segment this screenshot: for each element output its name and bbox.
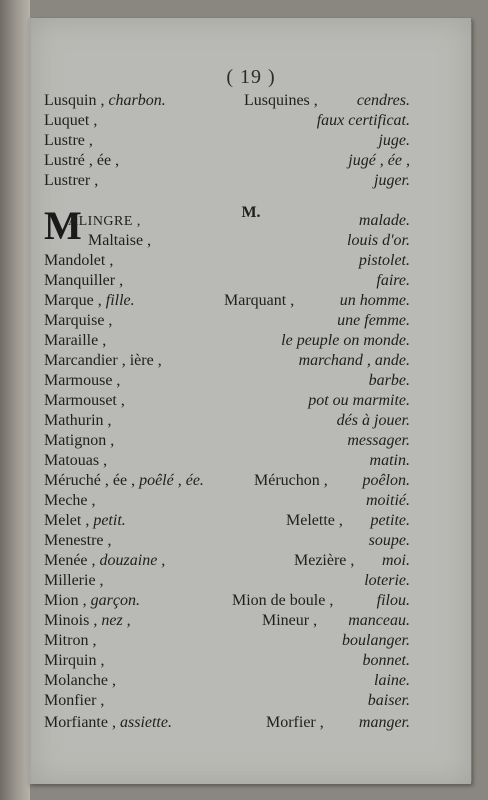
entry-row [44, 412, 410, 432]
entry-term [44, 352, 162, 370]
term-text: Manquiller , [44, 272, 124, 289]
entry-row [44, 472, 410, 492]
entry-term [44, 692, 104, 710]
term-text: Melet , [44, 512, 90, 529]
entry-term [44, 572, 104, 590]
entry-term [88, 232, 151, 250]
entry-term [68, 212, 141, 230]
entry-row [44, 552, 410, 572]
term-text: Maltaise , [88, 232, 152, 249]
entry-row [44, 312, 410, 332]
term-text: Lusquin , [44, 92, 105, 109]
entry-meaning: bonnet. [362, 652, 410, 669]
entry-term [44, 252, 113, 270]
term-text: Molanche , [44, 672, 116, 689]
term-text: Meche , [44, 492, 96, 509]
entry-term [44, 672, 116, 690]
term-text: Marmouset , [44, 392, 125, 409]
term-gloss: garçon. [86, 592, 140, 609]
related-term: Marquant , [224, 292, 295, 309]
term-text: Lustre , [44, 132, 93, 149]
section-heading: M. [241, 204, 261, 221]
term-text: Marcandier , ière , [44, 352, 162, 369]
entry-term [44, 714, 172, 732]
entry-term [44, 292, 135, 310]
term-text: Mitron , [44, 632, 97, 649]
entry-meaning: juger. [374, 172, 410, 189]
entry-meaning: faire. [376, 272, 410, 289]
term-text: Mirquin , [44, 652, 105, 669]
entry-term [44, 332, 106, 350]
entry-row [44, 612, 410, 632]
term-text: Millerie , [44, 572, 104, 589]
entry-meaning: louis d'or. [347, 232, 410, 249]
entry-meaning: laine. [374, 672, 410, 689]
entry-meaning: faux certificat. [316, 112, 410, 129]
related-term: Mezière , [294, 552, 355, 569]
term-text: Marque , [44, 292, 102, 309]
term-text: Marmouse , [44, 372, 121, 389]
related-term: Lusquines , [244, 92, 318, 109]
entry-term [44, 272, 123, 290]
entry-row [44, 132, 410, 152]
entry-term [44, 112, 97, 130]
entry-meaning: soupe. [368, 532, 410, 549]
entry-row [44, 672, 410, 692]
entry-term [44, 132, 93, 150]
related-term: Méruchon , [254, 472, 328, 489]
entry-meaning: manceau. [348, 612, 410, 629]
entry-meaning: barbe. [368, 372, 410, 389]
entry-row [44, 714, 410, 734]
entry-row [44, 272, 410, 292]
entry-meaning: jugé , ée , [348, 152, 410, 169]
entry-row [44, 452, 410, 472]
entry-term [44, 452, 107, 470]
entry-row [44, 92, 410, 112]
term-text: Méruché , ée , [44, 472, 136, 489]
entry-row [44, 372, 410, 392]
term-gloss: assiette. [115, 714, 172, 731]
entry-row [44, 332, 410, 352]
entry-meaning: petite. [370, 512, 410, 529]
entry-meaning: filou. [376, 592, 410, 609]
entry-row [44, 532, 410, 552]
term-text: Minois , [44, 612, 98, 629]
entry-term [44, 532, 112, 550]
entry-meaning: pot ou marmite. [308, 392, 410, 409]
term-text: Luquet , [44, 112, 98, 129]
entry-meaning: moi. [382, 552, 410, 569]
entry-meaning: baiser. [367, 692, 410, 709]
entry-row [44, 172, 410, 192]
entry-term [44, 592, 140, 610]
entry-term [44, 172, 98, 190]
term-text: Morfiante , [44, 714, 116, 731]
entry-row [44, 392, 410, 412]
entry-meaning: manger. [358, 714, 410, 731]
entry-term [44, 632, 96, 650]
term-text: Menée , [44, 552, 96, 569]
entry-row [44, 112, 410, 132]
entry-term [44, 312, 112, 330]
term-gloss: poêlé , ée. [135, 472, 204, 489]
entry-meaning: cendres. [356, 92, 410, 109]
entry-meaning: juge. [378, 132, 410, 149]
entry-row [44, 632, 410, 652]
entry-term [44, 472, 204, 490]
entry-row [44, 572, 410, 592]
entry-term [44, 512, 126, 530]
term-text: Mandolet , [44, 252, 114, 269]
page-number: ( 19 ) [226, 66, 276, 88]
entry-meaning: messager. [347, 432, 410, 449]
entry-term [44, 392, 125, 410]
entry-meaning: marchand , ande. [298, 352, 410, 369]
entry-row [44, 512, 410, 532]
related-term: Melette , [286, 512, 343, 529]
entry-term [44, 652, 104, 670]
entry-row [44, 492, 410, 512]
term-text: Mion , [44, 592, 87, 609]
entry-term [44, 612, 131, 630]
entry-meaning: matin. [369, 452, 410, 469]
term-text: Matignon , [44, 432, 115, 449]
term-text: Mathurin , [44, 412, 112, 429]
entry-row [44, 432, 410, 452]
entry-meaning: un homme. [339, 292, 410, 309]
term-text: Matouas , [44, 452, 108, 469]
related-term: Mion de boule , [232, 592, 334, 609]
entry-row [44, 232, 410, 252]
term-text: Maraille , [44, 332, 107, 349]
term-text: Lustrer , [44, 172, 99, 189]
related-term: Mineur , [262, 612, 318, 629]
entry-meaning: pistolet. [358, 252, 410, 269]
entry-meaning: poêlon. [362, 472, 410, 489]
term-gloss: fille. [101, 292, 135, 309]
entry-row [44, 152, 410, 172]
book-binding [0, 0, 30, 800]
entry-term [44, 372, 120, 390]
entry-row [44, 212, 410, 232]
entry-term [44, 92, 166, 110]
term-text: Menestre , [44, 532, 112, 549]
term-gloss: petit. [89, 512, 126, 529]
entry-row [44, 692, 410, 712]
entry-row [44, 352, 410, 372]
term-gloss: nez , [97, 612, 131, 629]
entry-meaning: moitié. [366, 492, 410, 509]
entry-meaning: loterie. [364, 572, 410, 589]
entry-term [44, 552, 165, 570]
related-term: Morfier , [266, 714, 324, 731]
entry-row [44, 252, 410, 272]
term-text: ALINGRE , [68, 214, 141, 229]
entry-row [44, 292, 410, 312]
entry-row [44, 652, 410, 672]
entry-term [44, 412, 112, 430]
entry-term [44, 492, 96, 510]
term-text: Monfier , [44, 692, 105, 709]
entry-meaning: malade. [358, 212, 410, 229]
entry-meaning: une femme. [337, 312, 410, 329]
entry-meaning: le peuple on monde. [281, 332, 410, 349]
term-gloss: douzaine , [95, 552, 166, 569]
term-text: Marquise , [44, 312, 113, 329]
entry-term [44, 152, 119, 170]
entry-term [44, 432, 114, 450]
entry-row [44, 592, 410, 612]
term-text: Lustré , ée , [44, 152, 120, 169]
entry-meaning: boulanger. [342, 632, 410, 649]
term-gloss: charbon. [104, 92, 166, 109]
entry-meaning: dés à jouer. [336, 412, 410, 429]
drop-cap: M [44, 203, 82, 248]
